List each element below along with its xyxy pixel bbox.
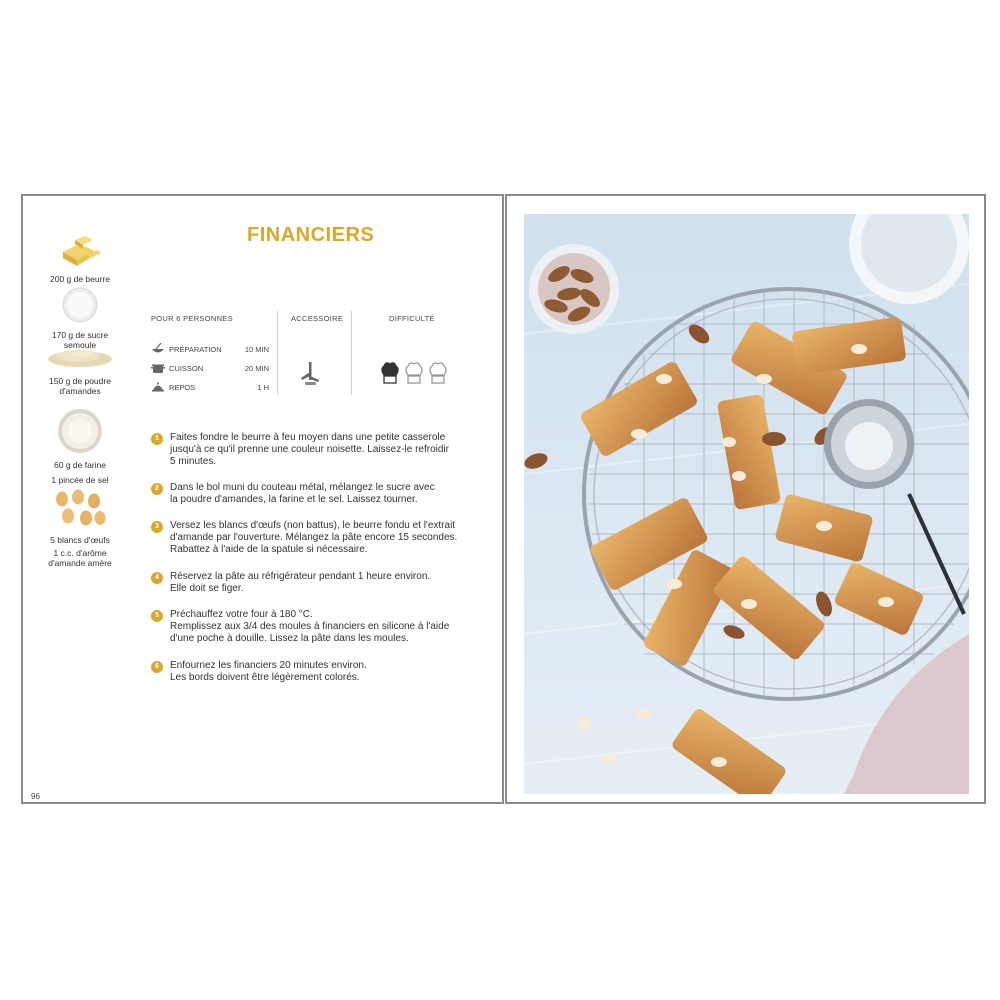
divider	[277, 311, 278, 395]
financiers-photo	[524, 214, 969, 794]
almond-powder-icon	[35, 344, 125, 372]
eggs-icon	[35, 489, 125, 531]
ingredient-butter: 200 g de beurre	[35, 230, 125, 284]
step-number: 6	[151, 661, 163, 673]
pot-icon	[151, 362, 165, 374]
page-number: 96	[31, 792, 40, 801]
step-5: 5 Préchauffez votre four à 180 °C. Remplissez aux 3/4 des moules à financiers en silicone à l'aide d'une poche à douille. Lissez la pâte dans les moules.	[151, 609, 471, 645]
chef-hat-outline-icon	[406, 363, 422, 383]
ingredient-flour: 60 g de farine	[35, 408, 125, 470]
step-number: 5	[151, 610, 163, 622]
difficulty-rating	[378, 359, 450, 392]
sugar-bowl-icon	[35, 286, 125, 326]
book-spread	[21, 194, 986, 806]
step-2: 2 Dans le bol muni du couteau métal, mélangez le sucre avec la poudre d'amandes, la farine et le sel. Laissez tourner.	[151, 482, 471, 506]
servings: POUR 6 PERSONNES	[151, 314, 233, 323]
step-number: 1	[151, 433, 163, 445]
whisk-bowl-icon	[151, 343, 165, 355]
accessory-label: ACCESSOIRE	[291, 314, 344, 323]
flour-bowl-icon	[35, 408, 125, 456]
step-number: 4	[151, 572, 163, 584]
ingredient-almond-extract: 1 c.c. d'arôme d'amande amère	[48, 548, 112, 568]
covered-dish-icon	[151, 381, 165, 393]
step-1: 1 Faites fondre le beurre à feu moyen dans une petite casserole jusqu'à ce qu'il prenne une couleur noisette. Laissez-le refroidir 5 minutes.	[151, 432, 471, 468]
divider	[351, 311, 352, 395]
recipe-title: FINANCIERS	[247, 224, 375, 246]
step-3: 3 Versez les blancs d'œufs (non battus), le beurre fondu et l'extrait d'amande par l'ouverture. Mélangez la pâte encore 15 secondes. Rabattez à l'aide de la spatule si nécessaire.	[151, 520, 471, 556]
metal-blade-icon	[299, 360, 321, 393]
chef-hat-outline-icon	[430, 363, 446, 383]
step-6: 6 Enfournez les financiers 20 minutes environ. Les bords doivent être légèrement colorés.	[151, 660, 471, 684]
step-number: 2	[151, 483, 163, 495]
ingredient-sugar: 170 g de sucre semoule	[35, 286, 125, 350]
step-4: 4 Réservez la pâte au réfrigérateur pendant 1 heure environ. Elle doit se figer.	[151, 571, 471, 595]
butter-icon	[35, 230, 125, 270]
ingredient-salt: 1 pincée de sel	[51, 475, 109, 485]
photo-illustration	[524, 214, 969, 794]
difficulty-label: DIFFICULTÉ	[389, 314, 435, 323]
chef-hat-filled-icon	[382, 363, 398, 383]
ingredient-almond-powder: 150 g de poudre d'amandes	[35, 344, 125, 396]
ingredient-egg-whites: 5 blancs d'œufs	[35, 489, 125, 545]
recipe-page: FINANCIERS 200 g de beurre 170 g de sucre semoule 150 g de poudre d'amandes 60 g de farine 1 pincée de sel 5 blancs d'œufs 1 c.c. d'arôme d'amande amère POUR 6 PERSONNES ACCESSOIRE DIFFICULTÉ PRÉPARATION 10 MIN CUISSON 20 MIN REPOS 1 H 1 Faites fondre le beurre à feu moyen dans une petite casserole jusqu'à ce qu'il prenne une couleur noisette. Laissez-le refroidir 5 minutes. 2 Dans le bol muni du couteau métal, mélangez le sucre avec la poudre d'amandes, la farine et le sel. Laissez tourner. 3 Versez les blancs d'œufs (non battus), le beurre fondu et l'extrait d'amande par l'ouverture. Mélangez la pâte encore 15 secondes. Rabattez à l'aide de la spatule si nécessaire. 4 Réservez la pâte au réfrigérateur pendant 1 heure environ. Elle doit se figer. 5 Préchauffez votre four à 180 °C. Remplissez aux 3/4 des moules à financiers en silicone à l'aide d'une poche à douille. Lissez la pâte dans les moules. 6 Enfournez les financiers 20 minutes environ. Les bords doivent être légèrement colorés. 96	[21, 194, 504, 804]
photo-page	[505, 194, 986, 804]
step-number: 3	[151, 521, 163, 533]
